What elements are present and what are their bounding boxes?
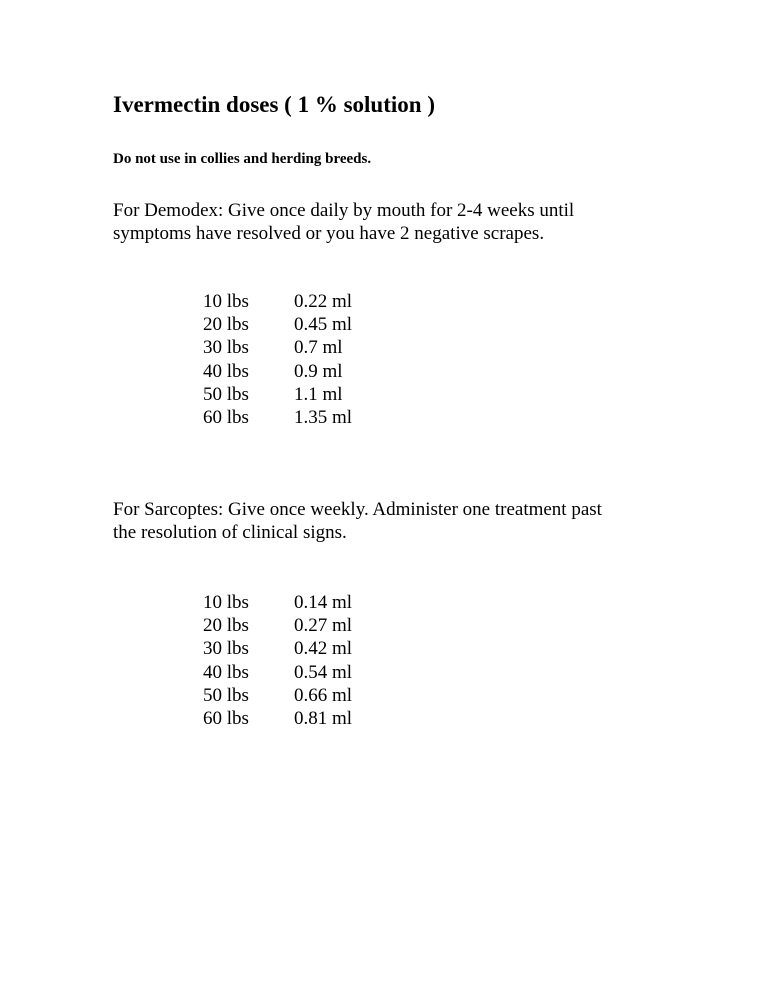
dose-cell: 1.35 ml (294, 406, 353, 428)
document-title: Ivermectin doses ( 1 % solution ) (113, 92, 435, 117)
dose-cell: 0.81 ml (294, 707, 353, 729)
dose-cell: 1.1 ml (294, 383, 343, 405)
sarcoptes-instructions-line-2: the resolution of clinical signs. (113, 522, 347, 543)
demodex-instructions-line-1: For Demodex: Give once daily by mouth for 2-4 weeks until (113, 200, 575, 221)
demodex-dose-table (203, 290, 352, 429)
dose-cell: 0.22 ml (294, 291, 353, 312)
sarcoptes-instructions (113, 498, 673, 544)
weight-cell: 60 lbs (203, 406, 249, 428)
weight-cell: 40 lbs (203, 661, 249, 683)
breed-warning: Do not use in collies and herding breeds. (113, 151, 372, 167)
demodex-instructions-line-2: symptoms have resolved or you have 2 negative scrapes. (113, 223, 545, 244)
table-row (203, 406, 352, 429)
table-row (203, 661, 352, 684)
weight-cell: 10 lbs (203, 592, 249, 613)
weight-cell: 30 lbs (203, 337, 249, 359)
demodex-instructions (113, 199, 673, 245)
sarcoptes-instructions-line-1: For Sarcoptes: Give once weekly. Administer one treatment past (113, 499, 602, 520)
table-row (203, 591, 352, 614)
weight-cell: 20 lbs (203, 314, 249, 336)
dose-cell: 0.14 ml (294, 592, 353, 613)
dose-cell: 0.9 ml (294, 360, 343, 382)
table-row (203, 637, 352, 660)
dose-cell: 0.42 ml (294, 638, 353, 660)
weight-cell: 50 lbs (203, 383, 249, 405)
dose-cell: 0.66 ml (294, 684, 353, 706)
weight-cell: 60 lbs (203, 707, 249, 729)
weight-cell: 40 lbs (203, 360, 249, 382)
table-row (203, 336, 352, 359)
weight-cell: 10 lbs (203, 291, 249, 312)
dose-cell: 0.7 ml (294, 337, 343, 359)
dose-cell: 0.45 ml (294, 314, 353, 336)
weight-cell: 20 lbs (203, 615, 249, 637)
weight-cell: 30 lbs (203, 638, 249, 660)
table-row (203, 290, 352, 313)
table-row (203, 383, 352, 406)
table-row (203, 313, 352, 336)
weight-cell: 50 lbs (203, 684, 249, 706)
table-row (203, 707, 352, 730)
dose-cell: 0.27 ml (294, 615, 353, 637)
table-row (203, 684, 352, 707)
table-row (203, 360, 352, 383)
dose-cell: 0.54 ml (294, 661, 353, 683)
table-row (203, 614, 352, 637)
sarcoptes-dose-table (203, 591, 352, 730)
